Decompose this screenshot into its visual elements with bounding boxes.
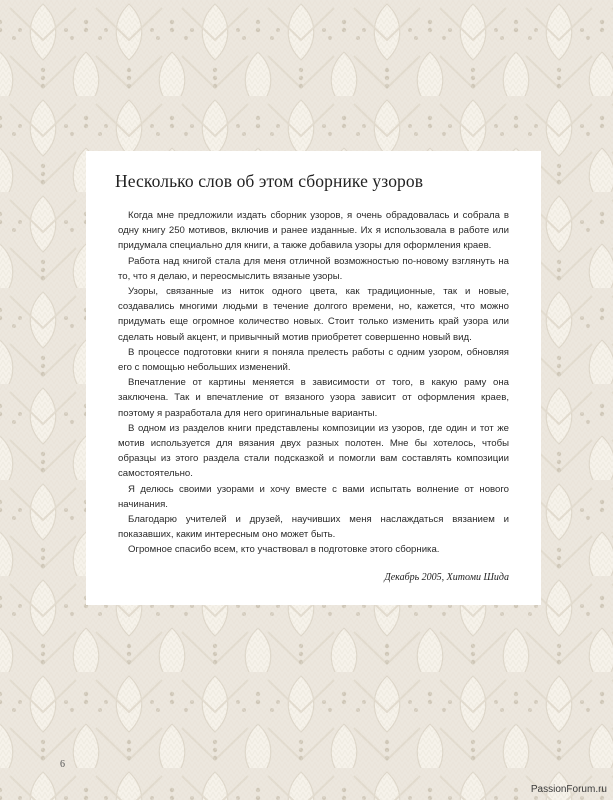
paragraph-5: Впечатление от картины меняется в зависимости от того, в какую раму она заключена. Так и впечатление от вязаного узора зависит от оформления краев, поэтому я разработала для него оригинальные варианты. — [118, 377, 509, 419]
paragraph-2: Работа над книгой стала для меня отличной возможностью по-новому взглянуть на то, что я делаю, и переосмыслить вязаные узоры. — [118, 255, 509, 282]
page-title: Несколько слов об этом сборнике узоров — [115, 171, 424, 191]
paragraph-1: Когда мне предложили издать сборник узоров, я очень обрадовалась и собрала в одну книгу 250 мотивов, включив и ранее изданные. Их я использовала в работе или придумала специально для книги, а также добавила узоры для оформления краев. — [118, 210, 509, 252]
author-signature: Декабрь 2005, Хитоми Шида — [384, 571, 509, 583]
paragraph-7: Я делюсь своими узорами и хочу вместе с вами испытать волнение от нового начинания. — [118, 483, 509, 510]
page-number: 6 — [60, 759, 65, 770]
paragraph-4: В процессе подготовки книги я поняла прелесть работы с одним узором, обновляя его с помощью небольших изменений. — [118, 346, 509, 374]
paragraph-9: Огромное спасибо всем, кто участвовал в подготовке этого сборника. — [128, 544, 440, 556]
paragraph-6: В одном из разделов книги представлены композиции из узоров, где один и тот же мотив используется для вязания двух разных полотен. Мне бы хотелось, чтобы образцы из этого раздела стали подсказкой и помогли вам составлять композиции самостоятельно. — [118, 422, 509, 480]
watermark: PassionForum.ru — [530, 784, 607, 795]
text-panel — [86, 151, 541, 605]
paragraph-3: Узоры, связанные из ниток одного цвета, как традиционные, так и новые, создавались многими людьми в течение долгого времени, но, кажется, что можно придумать еще огромное количество новых. Стоит только изменить край узора или сделать новый акцент, и привычный мотив приобретет совершенно новый вид. — [118, 286, 509, 343]
paragraph-8: Благодарю учителей и друзей, научивших меня наслаждаться вязанием и показавших, каким интересным оно может быть. — [118, 514, 509, 541]
